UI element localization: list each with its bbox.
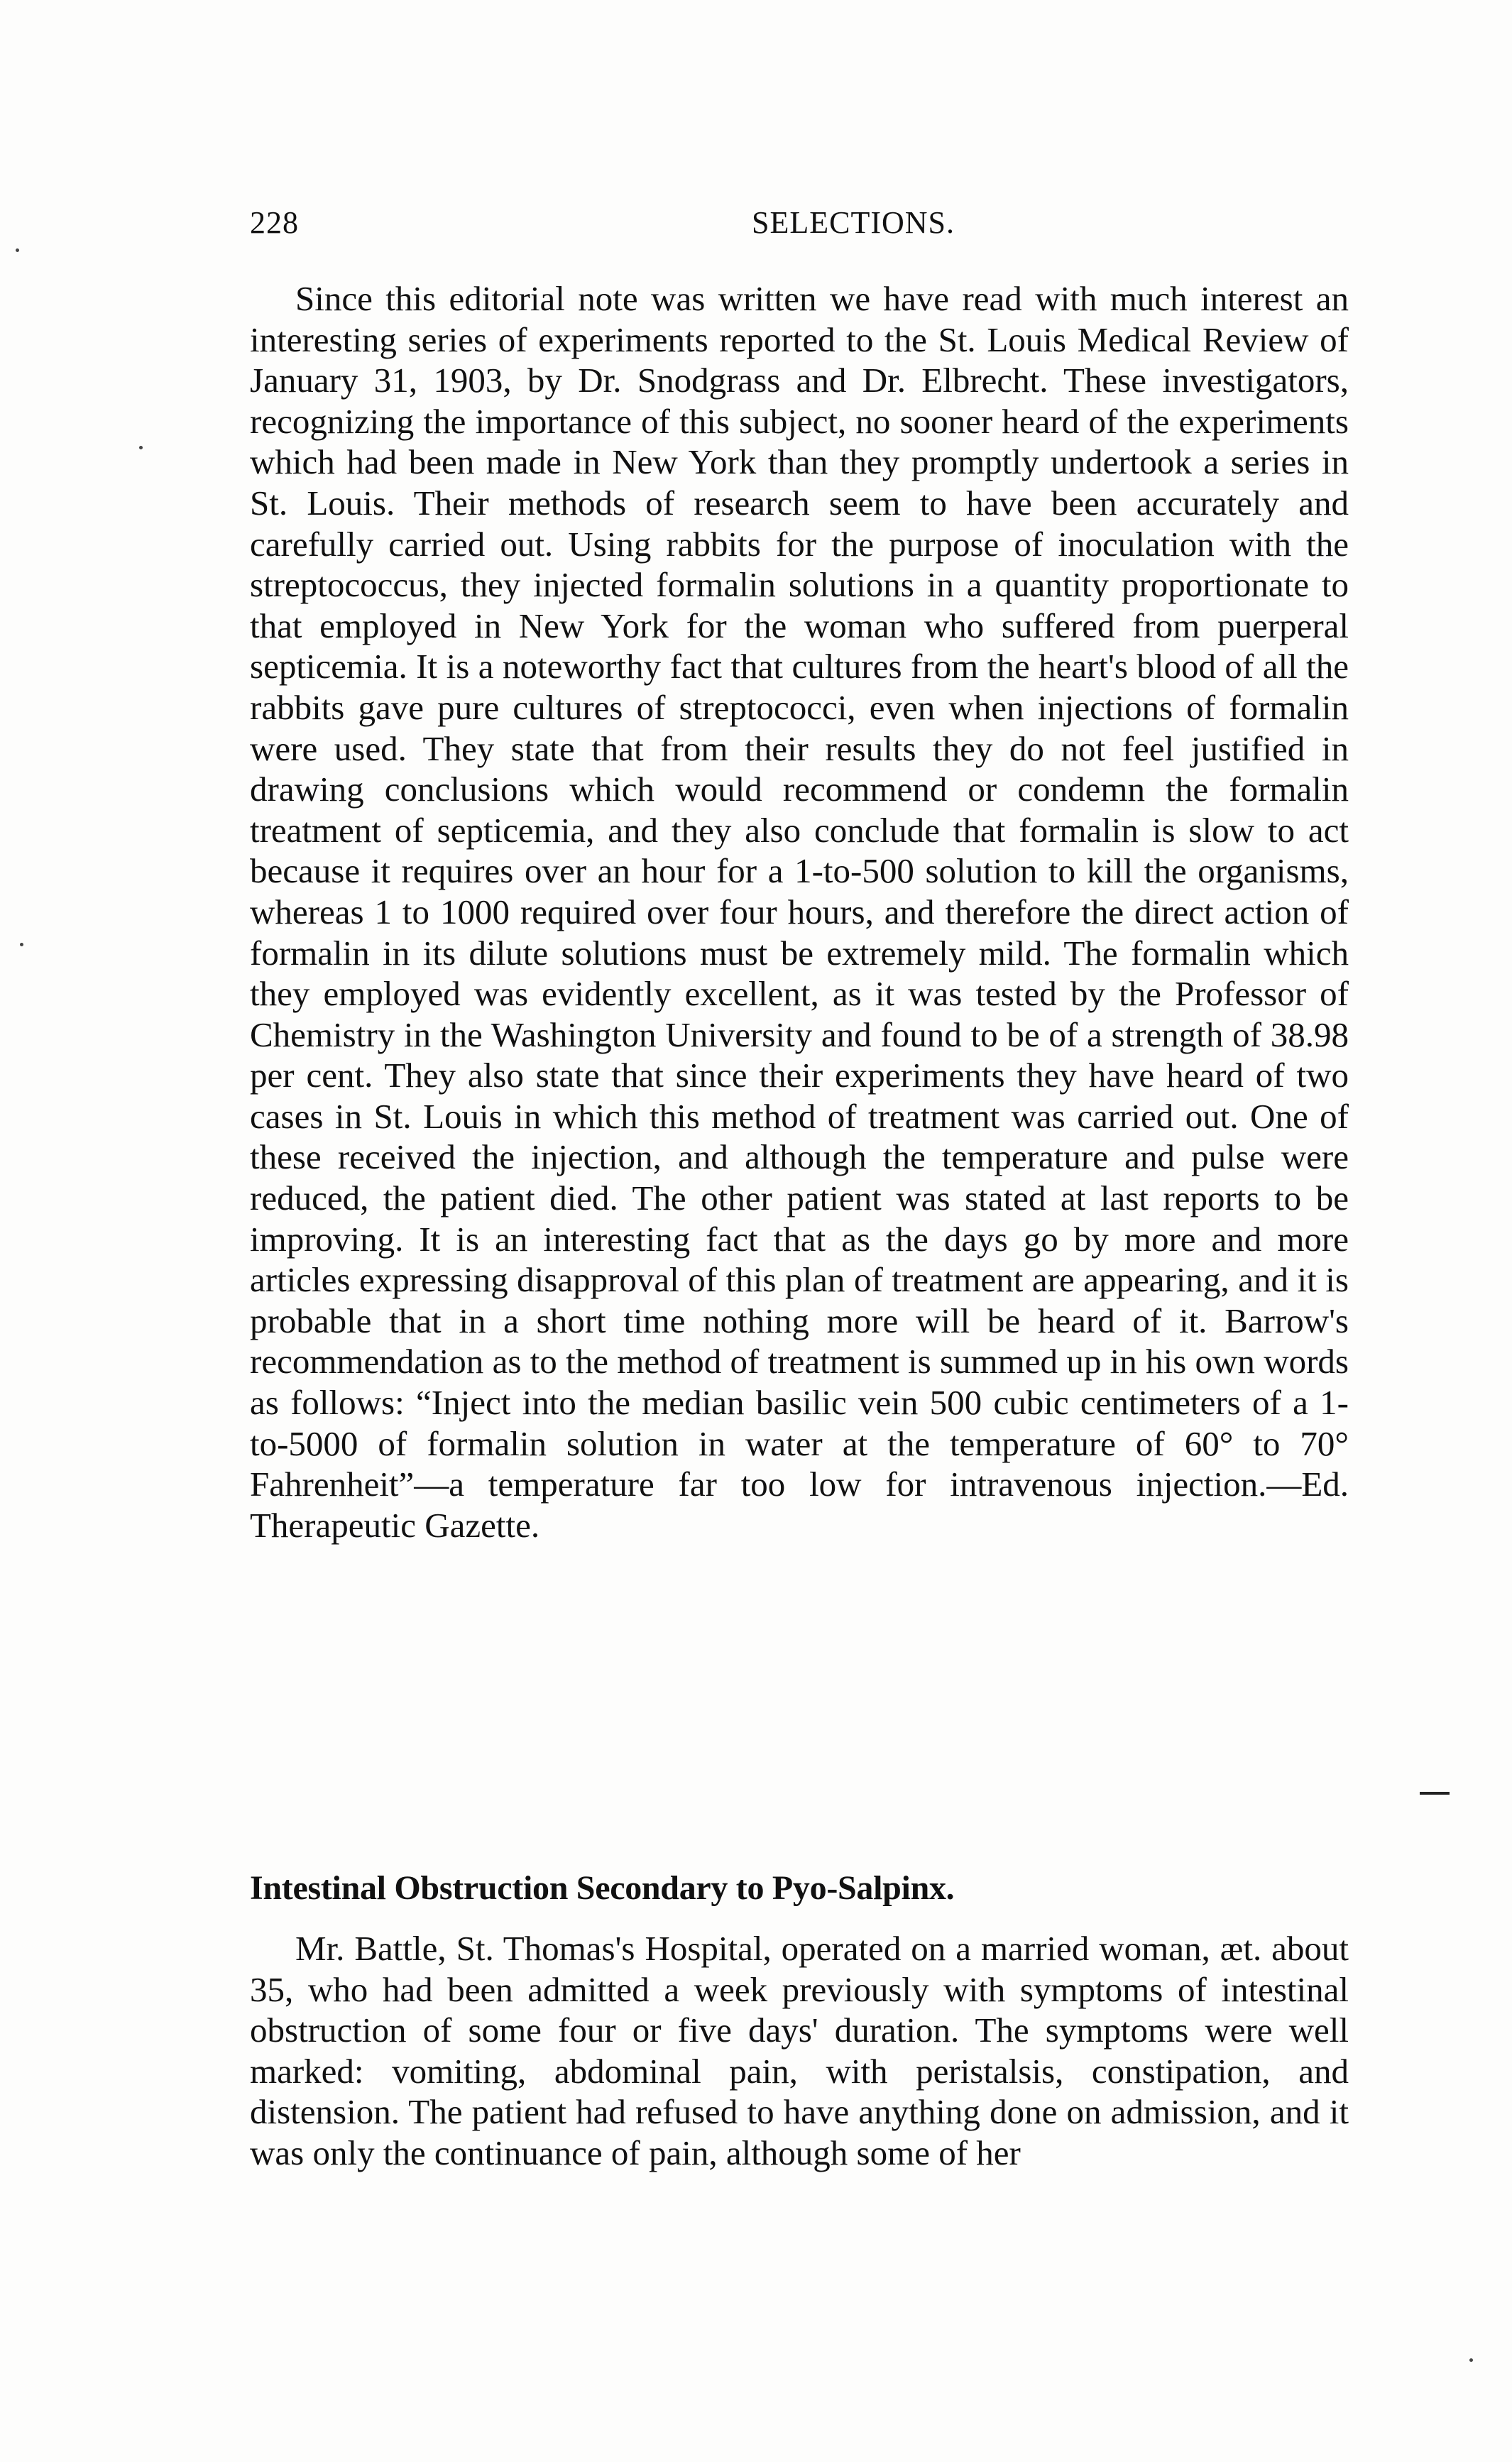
article-body: [250, 1928, 1349, 2174]
running-title: SELECTIONS.: [752, 205, 955, 240]
scan-speck: [20, 943, 23, 946]
page-number: 228: [250, 205, 299, 240]
editorial-note: [250, 278, 1349, 1545]
scan-speck: [139, 446, 143, 449]
article-heading: Intestinal Obstruction Secondary to Pyo-Salpinx.: [250, 1869, 955, 1907]
scan-speck: [1469, 2358, 1473, 2362]
article-paragraph: Mr. Battle, St. Thomas's Hospital, operated on a married woman, æt. about 35, who had been admitted a week previously with symptoms of intestinal obstruction of some four or five days' duration. The symptoms were well marked: vomiting, abdominal pain, with peristalsis, constipation, and distension. The patient had refused to have anything done on admission, and it was only the continuance of pain, although some of her: [250, 1929, 1349, 2172]
margin-dash: [1420, 1792, 1450, 1795]
running-head: [250, 204, 1371, 247]
scan-speck: [16, 248, 19, 252]
editorial-paragraph: Since this editorial note was written we have read with much interest an interesting series of experiments reported to the St. Louis Medical Review of January 31, 1903, by Dr. Snodgrass and Dr. Elbrecht. These investigators, recognizing the importance of this subject, no sooner heard of the experiments which had been made in New York than they promptly undertook a series in St. Louis. Their methods of research seem to have been accurately and carefully carried out. Using rabbits for the purpose of inoculation with the streptococcus, they injected formalin solutions in a quantity proportionate to that employed in New York for the woman who suffered from puerperal septicemia. It is a noteworthy fact that cultures from the heart's blood of all the rabbits gave pure cultures of streptococci, even when injections of formalin were used. They state that from their results they do not feel justified in drawing conclusions which would recommend or condemn the formalin treatment of septicemia, and they also conclude that formalin is slow to act because it requires over an hour for a 1-to-500 solution to kill the organisms, whereas 1 to 1000 required over four hours, and therefore the direct action of formalin in its dilute solutions must be extremely mild. The formalin which they employed was evidently excellent, as it was tested by the Professor of Chemistry in the Washington University and found to be of a strength of 38.98 per cent. They also state that since their experiments they have heard of two cases in St. Louis in which this method of treatment was carried out. One of these received the injection, and although the temperature and pulse were reduced, the patient died. The other patient was stated at last reports to be improving. It is an interesting fact that as the days go by more and more articles expressing disapproval of this plan of treatment are appearing, and it is probable that in a short time nothing more will be heard of it. Barrow's recommendation as to the method of treatment is summed up in his own words as follows: “Inject into the median basilic vein 500 cubic centimeters of a 1-to-5000 of formalin solution in water at the temperature of 60° to 70° Fahrenheit”—a temperature far too low for intravenous injection.—Ed. Therapeutic Gazette.: [250, 279, 1349, 1545]
